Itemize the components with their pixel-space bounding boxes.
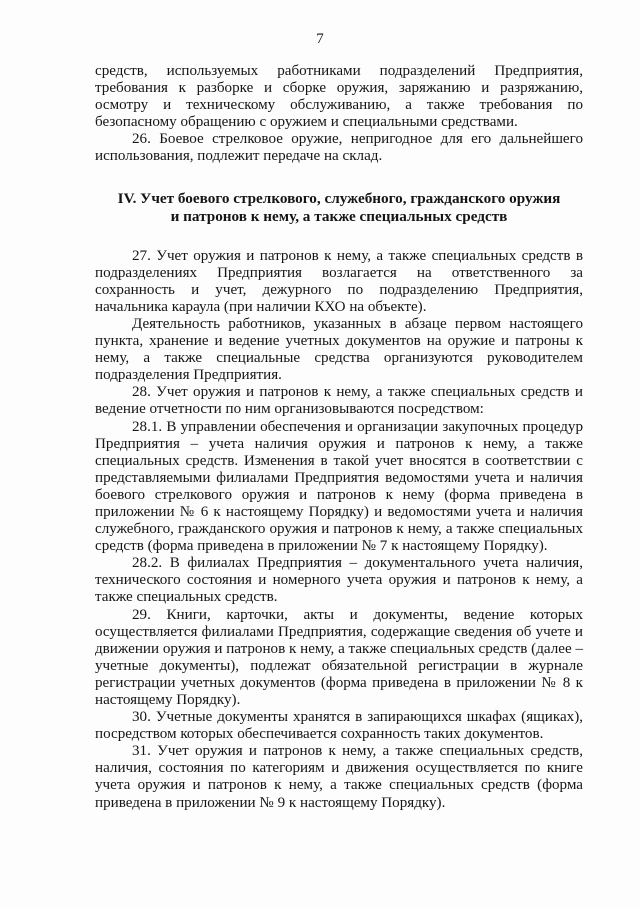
paragraph-28-1: 28.1. В управлении обеспечения и организации закупочных процедур Предприятия – учета наличия оружия и патронов к нему, а также специальных средств. Изменения в такой учет вносятся в соответствии с представляемыми филиалами Предприятия ведомостями учета и наличия боевого стрелкового оружия и патронов к нему (форма приведена в приложении № 6 к настоящему Порядку) и ведомостями учета и наличия служебного, гражданского оружия и патронов к нему, а также специальных средств (форма приведена в приложении № 7 к настоящему Порядку).: [95, 418, 583, 555]
section-title-line-1: IV. Учет боевого стрелкового, служебного, гражданского оружия: [117, 189, 561, 207]
paragraph-31: 31. Учет оружия и патронов к нему, а также специальных средств, наличия, состояния по категориям и движения осуществляется по книге учета оружия и патронов к нему, а также специальных средств (форма приведена в приложении № 9 к настоящему Порядку).: [95, 743, 583, 811]
paragraph-26: 26. Боевое стрелковое оружие, непригодное для его дальнейшего использования, подлежит передаче на склад.: [95, 131, 583, 165]
document-body: [95, 63, 583, 812]
paragraph-27: 27. Учет оружия и патронов к нему, а также специальных средств в подразделениях Предприятия возлагается на ответственного за сохранность и учет, дежурного по подразделению Предприятия, начальника караула (при наличии КХО на объекте).: [95, 247, 583, 315]
paragraph-29: 29. Книги, карточки, акты и документы, ведение которых осуществляется филиалами Предприятия, содержащие сведения об учете и движении оружия и патронов к нему, а также специальных средств (далее – учетные документы), подлежат обязательной регистрации в журнале регистрации учетных документов (форма приведена в приложении № 8 к настоящему Порядку).: [95, 606, 583, 708]
page-number: 7: [316, 31, 324, 47]
paragraph-27-second: Деятельность работников, указанных в абзаце первом настоящего пункта, хранение и ведение учетных документов на оружие и патроны к нему, а также специальные средства организуются руководителем подразделения Предприятия.: [95, 315, 583, 384]
section-title-line-2: и патронов к нему, а также специальных средств: [170, 207, 508, 225]
paragraph-28-2: 28.2. В филиалах Предприятия – документального учета наличия, технического состояния и номерного учета оружия и патронов к нему, а также специальных средств.: [95, 555, 583, 606]
section-heading: [95, 190, 583, 226]
paragraph-30: 30. Учетные документы хранятся в запирающихся шкафах (ящиках), посредством которых обеспечивается сохранность таких документов.: [95, 709, 583, 743]
paragraph-continuation: средств, используемых работниками подразделений Предприятия, требования к разборке и сборке оружия, заряжанию и разряжанию, осмотру и техническому обслуживанию, а также требования по безопасному обращению с оружием и специальными средствами.: [95, 63, 583, 131]
paragraph-28: 28. Учет оружия и патронов к нему, а также специальных средств и ведение отчетности по ним организовываются посредством:: [95, 384, 583, 418]
